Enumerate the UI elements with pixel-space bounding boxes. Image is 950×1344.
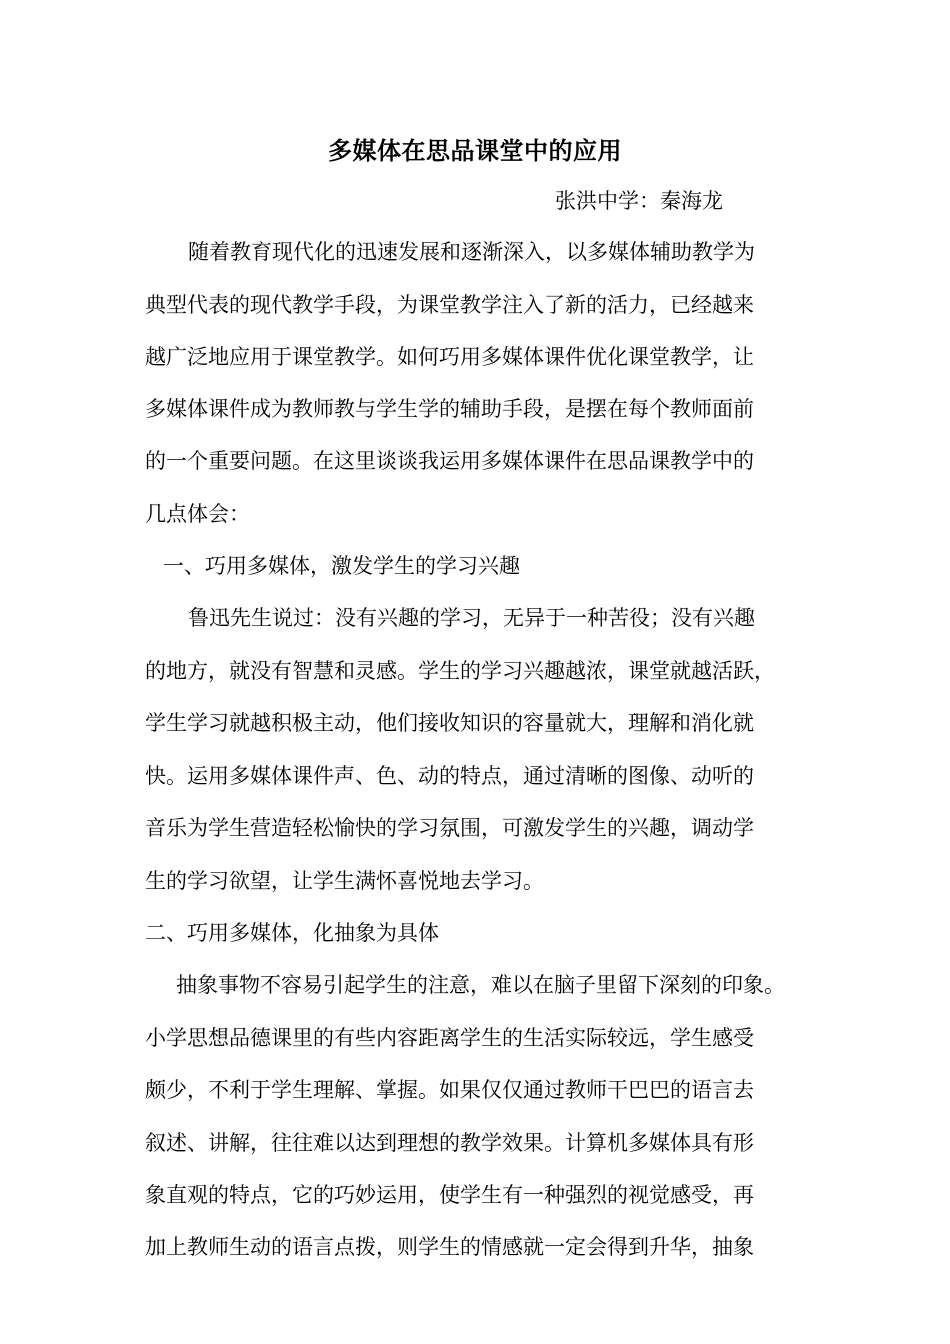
paragraph-line: 随着教育现代化的迅速发展和逐渐深入，以多媒体辅助教学为	[188, 240, 755, 264]
section-heading: 一、巧用多媒体，激发学生的学习兴趣	[163, 554, 520, 578]
paragraph-line: 生的学习欲望，让学生满怀喜悦地去学习。	[145, 869, 544, 893]
paragraph-line: 叙述、讲解，往往难以达到理想的教学效果。计算机多媒体具有形	[145, 1131, 754, 1155]
section-heading: 二、巧用多媒体，化抽象为具体	[145, 921, 439, 945]
paragraph-line: 多媒体课件成为教师教与学生学的辅助手段，是摆在每个教师面前	[145, 397, 754, 421]
paragraph-line: 典型代表的现代教学手段，为课堂教学注入了新的活力，已经越来	[145, 293, 754, 317]
paragraph-line: 越广泛地应用于课堂教学。如何巧用多媒体课件优化课堂教学，让	[145, 345, 754, 369]
document-author: 张洪中学：秦海龙	[555, 189, 723, 213]
paragraph-line: 颇少，不利于学生理解、掌握。如果仅仅通过教师干巴巴的语言去	[145, 1078, 754, 1102]
paragraph-line: 音乐为学生营造轻松愉快的学习氛围，可激发学生的兴趣，调动学	[145, 816, 754, 840]
paragraph-line: 象直观的特点，它的巧妙运用，使学生有一种强烈的视觉感受，再	[145, 1183, 754, 1207]
paragraph-line: 快。运用多媒体课件声、色、动的特点，通过清晰的图像、动听的	[145, 764, 754, 788]
paragraph-line: 鲁迅先生说过：没有兴趣的学习，无异于一种苦役；没有兴趣	[188, 606, 755, 630]
paragraph-line: 的一个重要问题。在这里谈谈我运用多媒体课件在思品课教学中的	[145, 449, 754, 473]
paragraph-line: 几点体会：	[145, 502, 250, 526]
paragraph-line: 小学思想品德课里的有些内容距离学生的生活实际较远，学生感受	[145, 1026, 754, 1050]
document-title: 多媒体在思品课堂中的应用	[328, 136, 622, 165]
paragraph-line: 学生学习就越积极主动，他们接收知识的容量就大，理解和消化就	[145, 711, 754, 735]
paragraph-line: 加上教师生动的语言点拨，则学生的情感就一定会得到升华，抽象	[145, 1235, 754, 1259]
paragraph-line: 的地方，就没有智慧和灵感。学生的学习兴趣越浓，课堂就越活跃，	[145, 659, 775, 683]
paragraph-line: 抽象事物不容易引起学生的注意，难以在脑子里留下深刻的印象。	[176, 973, 785, 997]
